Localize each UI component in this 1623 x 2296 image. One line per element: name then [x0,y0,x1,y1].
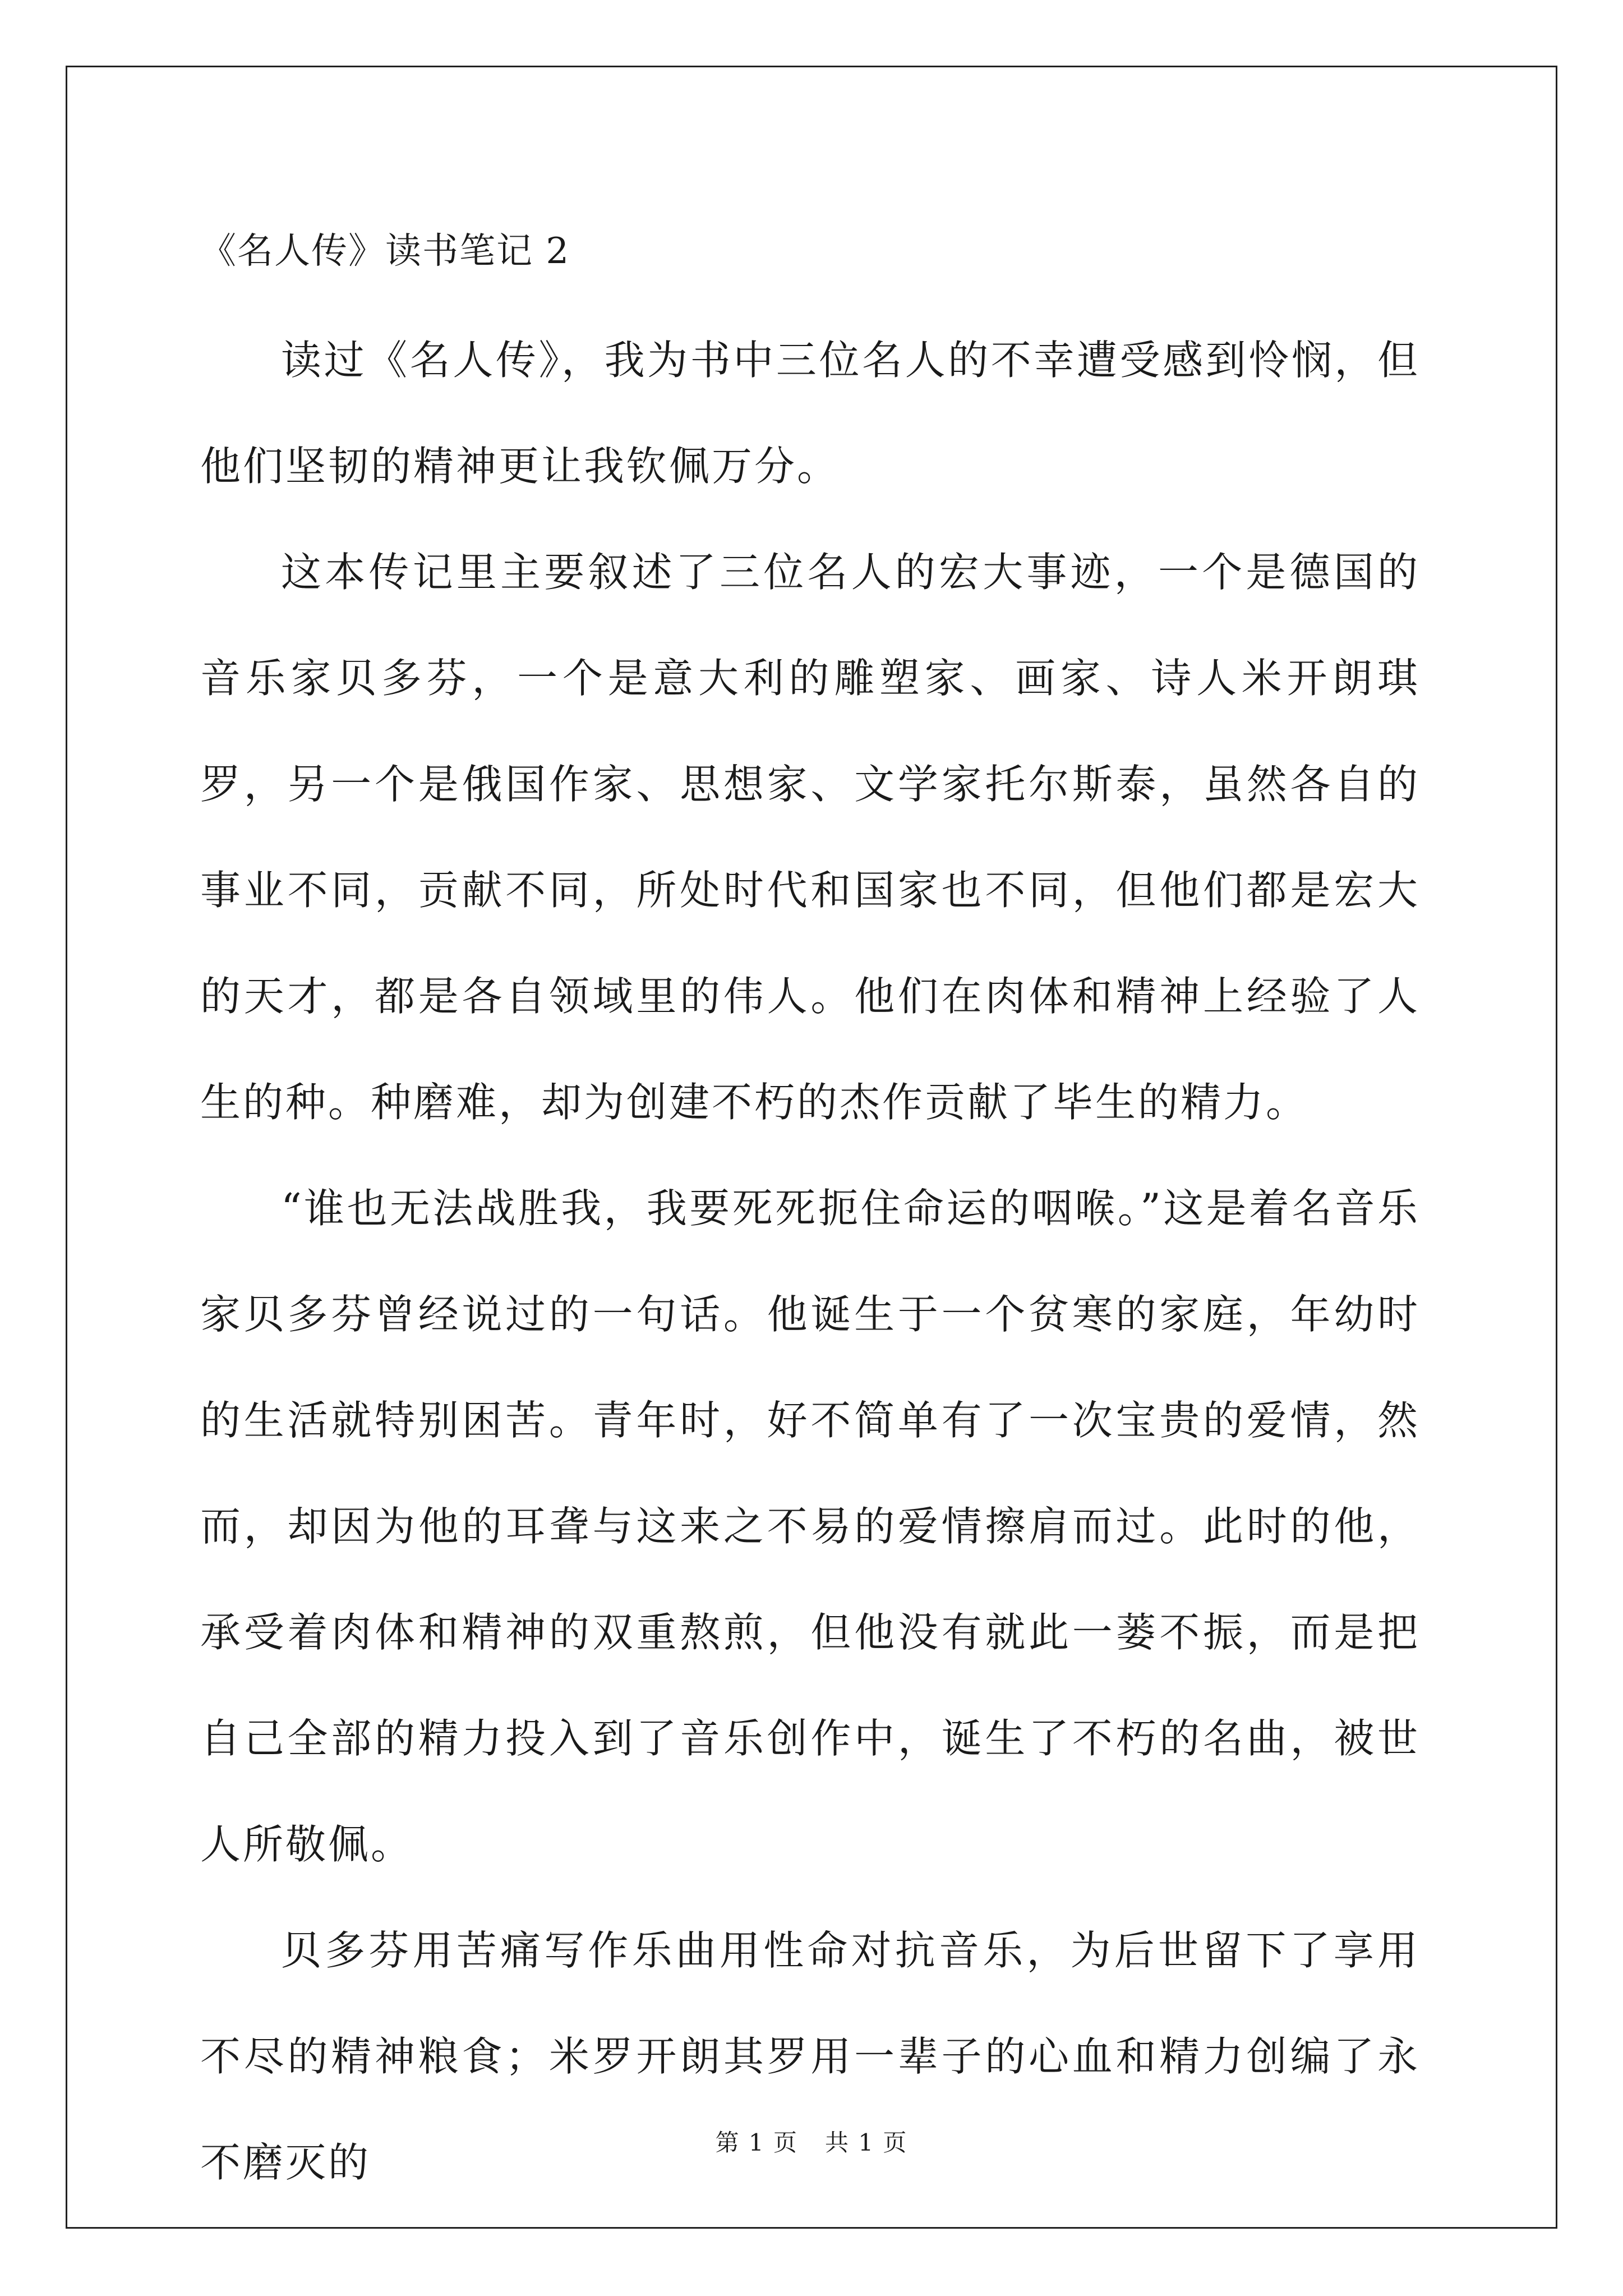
paragraph-4: 贝多芬用苦痛写作乐曲用性命对抗音乐，为后世留下了享用不尽的精神粮食；米罗开朗其罗用一辈子的心血和精力创编了永不磨灭的 [200,1927,1420,2186]
document-title: 《名人传》读书笔记 2 [200,231,570,272]
paragraph-1: 读过《名人传》，我为书中三位名人的不幸遭受感到怜悯，但他们坚韧的精神更让我钦佩万分。 [200,337,1420,490]
current-page-label: 第 1 页 [715,2129,798,2156]
paragraph-3: “谁也无法战胜我，我要死死扼住命运的咽喉。”这是着名音乐家贝多芬曾经说过的一句话。他诞生于一个贫寒的家庭，年幼时的生活就特别困苦。青年时，好不简单有了一次宝贵的爱情，然而，却因为他的耳聋与这来之不易的爱情擦肩而过。此时的他，承受着肉体和精神的双重熬煎，但他没有就此一蒌不振，而是把自己全部的精力投入到了音乐创作中，诞生了不朽的名曲，被世人所敬佩。 [200,1185,1420,1868]
document-body [200,224,1420,2216]
page-footer [0,2126,1623,2160]
total-pages-label: 共 1 页 [825,2129,908,2156]
paragraph-2: 这本传记里主要叙述了三位名人的宏大事迹，一个是德国的音乐家贝多芬，一个是意大利的雕塑家、画家、诗人米开朗琪罗，另一个是俄国作家、思想家、文学家托尔斯泰，虽然各自的事业不同，贡献不同，所处时代和国家也不同，但他们都是宏大的天才，都是各自领域里的伟人。他们在肉体和精神上经验了人生的种。种磨难，却为创建不朽的杰作贡献了毕生的精力。 [200,549,1420,1126]
